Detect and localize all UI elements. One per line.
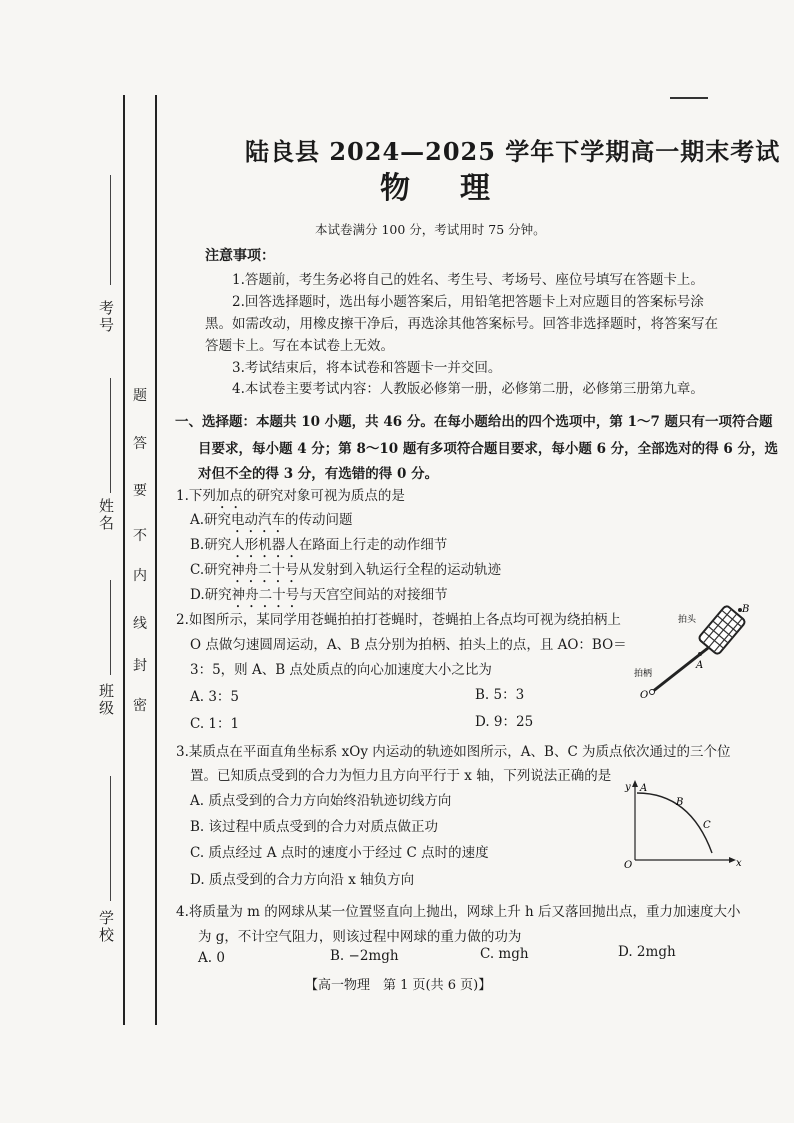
- q1-c-pre: C.研究: [190, 562, 232, 578]
- page-footer: 【高一物理 第 1 页(共 6 页)】: [305, 978, 492, 993]
- point-c-label: C: [703, 820, 711, 831]
- seal-char: 答: [133, 436, 147, 452]
- q1-b-dot: 人形机器人: [231, 537, 299, 553]
- point-a: [698, 652, 702, 656]
- note-2a: 2.回答选择题时，选出每小题答案后，用铅笔把答题卡上对应题目的答案标号涂: [232, 294, 704, 310]
- q4-line2: 为 g，不计空气阻力，则该过程中网球的重力做的功为: [198, 929, 522, 945]
- note-2c: 答题卡上。写在本试卷上无效。: [205, 338, 394, 354]
- q1-option-a: [190, 508, 353, 536]
- q2-option-c: C. 1：1: [190, 716, 240, 732]
- class-blank: [110, 580, 111, 675]
- note-1: 1.答题前，考生务必将自己的姓名、考生号、考场号、座位号填写在答题卡上。: [232, 272, 704, 288]
- q1-a-dot: 电动汽车: [231, 512, 286, 528]
- name-blank: [110, 378, 111, 493]
- school-label: 学校: [97, 910, 115, 944]
- swatter-head: [698, 605, 746, 655]
- q1-option-d: [190, 583, 448, 611]
- point-o: [650, 690, 655, 695]
- seal-char: 内: [133, 568, 147, 584]
- q3-line1: 3.某质点在平面直角坐标系 xOy 内运动的轨迹如图所示，A、B、C 为质点依次通过的三个位: [176, 744, 731, 760]
- origin-label: O: [624, 860, 633, 870]
- seal-char: 不: [133, 528, 147, 544]
- exam-title: 陆良县 2024—2025 学年下学期高一期末考试: [245, 137, 781, 166]
- name-label: 姓名: [97, 498, 115, 532]
- q1-d-dot: 神舟二十号: [231, 587, 300, 603]
- flyswatter-figure: [630, 600, 760, 705]
- q3-option-b: B. 该过程中质点受到的合力对质点做正功: [190, 819, 439, 835]
- q4-option-b: B. −2mgh: [330, 948, 399, 964]
- q1-d-post: 与天宫空间站的对接细节: [299, 587, 448, 603]
- class-label: 班级: [97, 683, 115, 717]
- q1-stem-post: 的研究对象可视为质点的是: [242, 488, 405, 504]
- notes-heading: 注意事项：: [205, 248, 275, 264]
- note-4: 4.本试卷主要考试内容：人教版必修第一册，必修第二册，必修第三册第九章。: [232, 381, 704, 397]
- q2-option-a: A. 3：5: [190, 689, 240, 705]
- label-b: B: [742, 604, 750, 615]
- section1-line1: 一、选择题：本题共 10 小题，共 46 分。在每小题给出的四个选项中，第 1～7 题只有一项符合题: [175, 414, 773, 430]
- point-b-label: B: [676, 797, 684, 808]
- q3-option-d: D. 质点受到的合力方向沿 x 轴负方向: [190, 872, 415, 888]
- q3-line2: 置。已知质点受到的合力为恒力且方向平行于 x 轴，下列说法正确的是: [190, 768, 612, 784]
- q4-line1: 4.将质量为 m 的网球从某一位置竖直向上抛出，网球上升 h 后又落回抛出点，重力加速度大小: [176, 904, 741, 920]
- student-no-label: 考号: [97, 300, 115, 334]
- axis-y-label: y: [625, 782, 631, 793]
- seal-char: 要: [133, 483, 147, 499]
- axis-x-label: x: [736, 858, 742, 869]
- label-o: O: [640, 690, 649, 701]
- subject-title: 物理: [380, 171, 540, 206]
- school-blank: [110, 776, 111, 901]
- q1-option-c: [190, 558, 501, 586]
- q2-option-b: B. 5：3: [475, 687, 525, 703]
- seal-char: 题: [133, 388, 147, 404]
- q1-a-post: 的传动问题: [285, 512, 353, 528]
- point-a-label: A: [640, 783, 648, 794]
- q1-stem-pre: 1.下列: [176, 488, 216, 504]
- binding-line-right: [155, 95, 157, 1025]
- x-arrow: [729, 857, 736, 863]
- note-2b: 黑。如需改动，用橡皮擦干净后，再选涂其他答案标号。回答非选择题时，将答案写在: [205, 316, 718, 332]
- q2-line3: 3：5，则 A、B 点处质点的向心加速度大小之比为: [190, 662, 492, 678]
- scan-mark: [670, 97, 708, 99]
- trajectory-figure: [620, 778, 750, 870]
- q2-line2: O 点做匀速圆周运动，A、B 点分别为拍柄、拍头上的点，且 AO：BO＝: [190, 637, 627, 653]
- seal-char: 线: [133, 616, 147, 632]
- q3-option-a: A. 质点受到的合力方向始终沿轨迹切线方向: [190, 793, 452, 809]
- q1-b-post: 在路面上行走的动作细节: [298, 537, 448, 553]
- section1-line3: 对但不全的得 3 分，有选错的得 0 分。: [198, 466, 439, 482]
- label-a: A: [696, 660, 704, 671]
- q4-option-a: A. 0: [198, 950, 225, 966]
- q2-option-d: D. 9：25: [475, 714, 534, 730]
- label-handle: 拍柄: [634, 669, 653, 679]
- q1-stem-dot: 加点: [215, 488, 243, 504]
- section1-line2: 目要求，每小题 4 分；第 8～10 题有多项符合题目要求，每小题 6 分，全部选对的得 6 分，选: [198, 441, 778, 457]
- q4-option-d: D. 2mgh: [618, 944, 676, 960]
- q1-c-dot: 神舟二十号: [231, 562, 299, 578]
- student-no-blank: [110, 175, 111, 285]
- label-head: 拍头: [678, 615, 697, 625]
- q1-a-pre: A.研究: [190, 512, 232, 528]
- exam-info: 本试卷满分 100 分，考试用时 75 分钟。: [315, 222, 546, 237]
- note-3: 3.考试结束后，将本试卷和答题卡一并交回。: [232, 360, 502, 376]
- q4-option-c: C. mgh: [480, 946, 529, 962]
- seal-char: 封: [133, 658, 147, 674]
- q2-line1: 2.如图所示，某同学用苍蝇拍拍打苍蝇时，苍蝇拍上各点均可视为绕拍柄上: [176, 612, 621, 628]
- y-arrow: [632, 780, 638, 787]
- trajectory-curve: [637, 793, 712, 853]
- q1-c-post: 从发射到入轨运行全程的运动轨迹: [298, 562, 502, 578]
- seal-char: 密: [133, 698, 147, 714]
- q3-option-c: C. 质点经过 A 点时的速度小于经过 C 点时的速度: [190, 845, 489, 861]
- q1-option-b: [190, 533, 447, 561]
- q1-d-pre: D.研究: [190, 587, 232, 603]
- binding-line-left: [123, 95, 125, 1025]
- q1-b-pre: B.研究: [190, 537, 232, 553]
